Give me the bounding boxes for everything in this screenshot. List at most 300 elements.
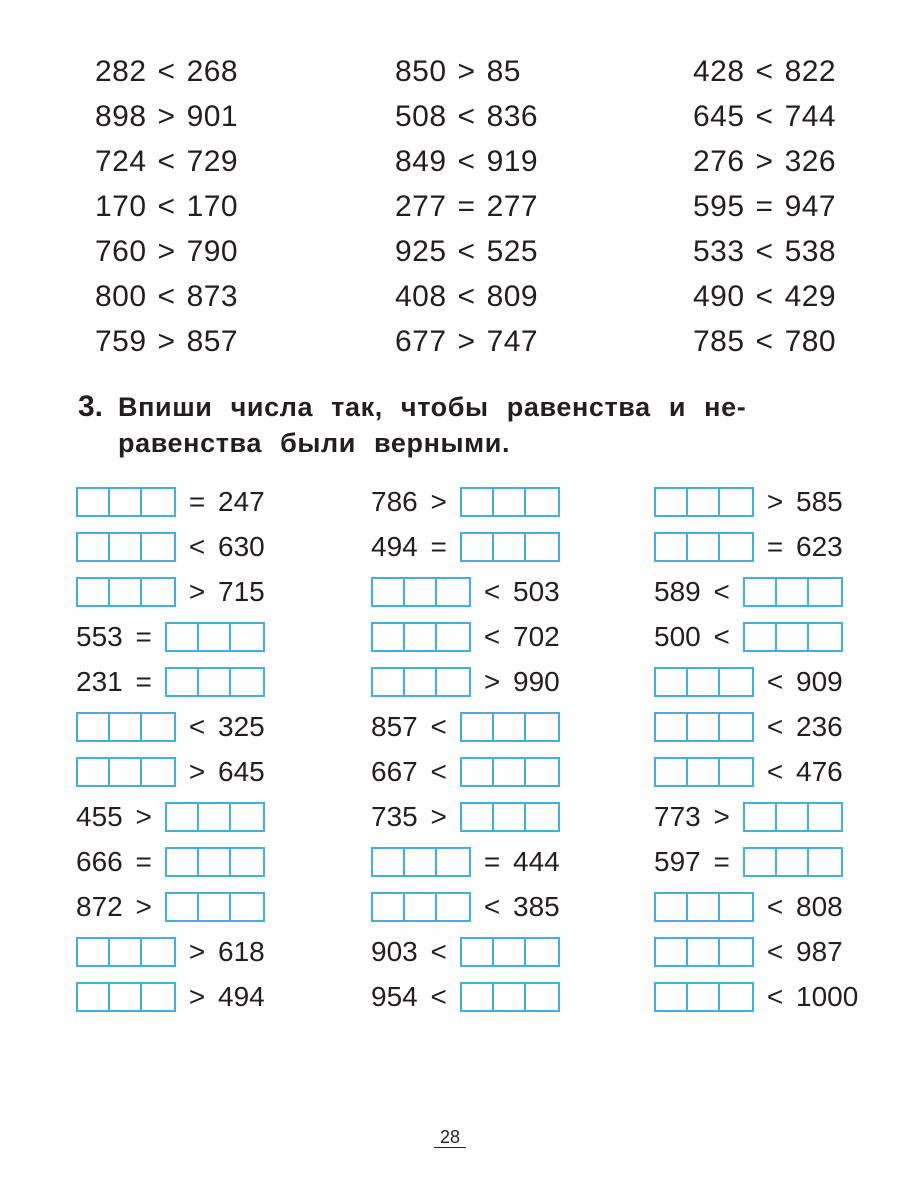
comparison-sign: < [755,325,774,358]
answer-box[interactable] [654,667,754,697]
exercise-item [371,800,560,834]
digit-cell[interactable] [777,624,809,650]
exercise-number: 455 [76,801,123,832]
comparison-number: 850 [395,55,447,88]
digit-cell[interactable] [720,489,752,515]
exercise-sign: < [766,666,784,697]
comparison-row [95,100,875,145]
comparison-number: 747 [486,325,539,358]
digit-cell[interactable] [494,939,526,965]
exercise-number: 872 [76,891,123,922]
comparison-sign: < [755,55,774,88]
exercise-sign: > [188,576,206,607]
digit-cell[interactable] [437,669,469,695]
exercise-row [76,485,886,530]
comparison-item [693,235,836,269]
digit-cell[interactable] [526,939,558,965]
exercise-sign: < [430,981,447,1012]
comparison-number: 408 [395,280,447,313]
answer-box[interactable] [654,532,754,562]
digit-cell[interactable] [745,624,777,650]
exercise-item [371,665,560,699]
digit-cell[interactable] [231,894,263,920]
comparison-item [95,235,238,269]
exercise-sign: > [135,801,152,832]
digit-cell[interactable] [494,489,526,515]
comparison-number: 268 [186,55,239,88]
comparison-number: 326 [784,145,837,178]
exercise-sign: > [188,936,206,967]
answer-box[interactable] [460,532,560,562]
answer-box[interactable] [76,532,176,562]
digit-cell[interactable] [167,804,199,830]
digit-cell[interactable] [110,534,142,560]
digit-cell[interactable] [688,714,720,740]
comparison-item [693,145,836,179]
digit-cell[interactable] [142,579,174,605]
exercise-sign: < [766,756,784,787]
digit-cell[interactable] [110,489,142,515]
exercise-number: 667 [371,756,418,787]
exercise-sign: = [483,846,501,877]
answer-box[interactable] [654,487,754,517]
digit-cell[interactable] [231,669,263,695]
answer-box[interactable] [76,982,176,1012]
answer-box[interactable] [654,712,754,742]
digit-cell[interactable] [78,939,110,965]
comparison-grid [95,55,875,370]
exercise-number: 990 [513,666,560,697]
digit-cell[interactable] [462,534,494,560]
digit-cell[interactable] [405,624,437,650]
digit-cell[interactable] [526,984,558,1010]
comparison-sign: < [157,280,176,313]
exercise-row [76,665,886,710]
digit-cell[interactable] [462,984,494,1010]
answer-box[interactable] [76,757,176,787]
comparison-number: 508 [395,100,447,133]
exercise-item [371,755,560,789]
digit-cell[interactable] [405,894,437,920]
answer-box[interactable] [460,757,560,787]
digit-cell[interactable] [78,489,110,515]
exercise-number: 236 [796,711,843,742]
exercise-sign: = [135,846,152,877]
answer-box[interactable] [371,622,471,652]
comparison-number: 490 [693,280,745,313]
answer-box[interactable] [654,757,754,787]
digit-cell[interactable] [656,894,688,920]
digit-cell[interactable] [656,714,688,740]
comparison-row [95,280,875,325]
digit-cell[interactable] [526,534,558,560]
comparison-row [95,145,875,190]
comparison-sign: < [457,235,476,268]
exercise-item [371,980,560,1014]
digit-cell[interactable] [462,489,494,515]
digit-cell[interactable] [809,624,841,650]
answer-box[interactable] [460,937,560,967]
digit-cell[interactable] [720,669,752,695]
comparison-number: 822 [784,55,837,88]
digit-cell[interactable] [167,624,199,650]
digit-cell[interactable] [405,669,437,695]
exercise-number: 773 [654,801,701,832]
answer-box[interactable] [165,802,265,832]
comparison-number: 729 [186,145,239,178]
exercise-item [654,620,843,654]
digit-cell[interactable] [720,534,752,560]
digit-cell[interactable] [809,849,841,875]
comparison-number: 873 [186,280,239,313]
comparison-number: 277 [486,190,539,223]
exercise-number: 987 [796,936,843,967]
exercise-number: 589 [654,576,701,607]
digit-cell[interactable] [437,579,469,605]
digit-cell[interactable] [777,849,809,875]
exercise-row [76,755,886,800]
comparison-sign: > [157,325,176,358]
digit-cell[interactable] [688,984,720,1010]
exercise-number: 585 [796,486,843,517]
answer-box[interactable] [743,622,843,652]
comparison-item [395,190,538,224]
comparison-sign: > [157,235,176,268]
answer-box[interactable] [371,667,471,697]
comparison-number: 857 [186,325,239,358]
exercise-number: 735 [371,801,418,832]
digit-cell[interactable] [688,759,720,785]
exercise-sign: > [188,981,206,1012]
answer-box[interactable] [460,712,560,742]
exercise-item [76,575,265,609]
digit-cell[interactable] [199,849,231,875]
page-number [0,1127,900,1148]
answer-box[interactable] [165,847,265,877]
exercise-sign: < [188,531,206,562]
digit-cell[interactable] [462,714,494,740]
comparison-number: 785 [693,325,745,358]
comparison-sign: < [157,55,176,88]
digit-cell[interactable] [526,804,558,830]
digit-cell[interactable] [656,669,688,695]
answer-box[interactable] [165,667,265,697]
digit-cell[interactable] [142,759,174,785]
comparison-number: 85 [486,55,521,88]
comparison-number: 533 [693,235,745,268]
digit-cell[interactable] [110,714,142,740]
digit-cell[interactable] [142,714,174,740]
exercise-number: 630 [218,531,265,562]
exercise-number: 715 [218,576,265,607]
exercise-sign: > [430,801,447,832]
digit-cell[interactable] [720,939,752,965]
exercise-number: 247 [218,486,265,517]
exercise-item [654,755,843,789]
exercise-sign: = [188,486,206,517]
exercise-sign: > [135,891,152,922]
digit-cell[interactable] [809,579,841,605]
digit-cell[interactable] [809,804,841,830]
digit-cell[interactable] [110,984,142,1010]
exercise-number: 385 [513,891,560,922]
digit-cell[interactable] [656,759,688,785]
answer-box[interactable] [371,892,471,922]
digit-cell[interactable] [167,669,199,695]
digit-cell[interactable] [656,939,688,965]
exercise-item [76,800,265,834]
comparison-item [693,100,836,134]
comparison-number: 759 [95,325,147,358]
comparison-item [395,235,538,269]
digit-cell[interactable] [745,579,777,605]
answer-box[interactable] [460,802,560,832]
task-instruction-line-2: равенства были верными. [118,428,511,458]
digit-cell[interactable] [231,804,263,830]
digit-cell[interactable] [688,669,720,695]
exercise-item [76,980,265,1014]
exercise-item [654,800,843,834]
digit-cell[interactable] [231,849,263,875]
comparison-number: 525 [486,235,539,268]
comparison-sign: < [157,145,176,178]
comparison-sign: < [157,190,176,223]
digit-cell[interactable] [688,939,720,965]
answer-box[interactable] [76,487,176,517]
digit-cell[interactable] [110,759,142,785]
digit-cell[interactable] [167,849,199,875]
exercise-number: 494 [371,531,418,562]
comparison-sign: = [755,190,774,223]
answer-box[interactable] [743,577,843,607]
digit-cell[interactable] [526,714,558,740]
exercise-sign: > [430,486,447,517]
exercise-row [76,620,886,665]
answer-box[interactable] [743,847,843,877]
exercise-number: 645 [218,756,265,787]
digit-cell[interactable] [720,894,752,920]
digit-cell[interactable] [78,534,110,560]
answer-box[interactable] [165,892,265,922]
exercise-number: 618 [218,936,265,967]
digit-cell[interactable] [688,489,720,515]
exercise-grid [76,485,886,1025]
digit-cell[interactable] [494,714,526,740]
digit-cell[interactable] [373,579,405,605]
exercise-number: 786 [371,486,418,517]
digit-cell[interactable] [720,714,752,740]
digit-cell[interactable] [142,984,174,1010]
exercise-item [76,665,265,699]
exercise-sign: < [713,576,730,607]
comparison-number: 428 [693,55,745,88]
comparison-item [95,190,238,224]
comparison-number: 170 [186,190,239,223]
exercise-sign: < [766,711,784,742]
comparison-item [395,100,538,134]
comparison-row [95,235,875,280]
answer-box[interactable] [460,487,560,517]
digit-cell[interactable] [745,804,777,830]
digit-cell[interactable] [142,939,174,965]
exercise-item [76,710,265,744]
exercise-number: 325 [218,711,265,742]
exercise-number: 231 [76,666,123,697]
comparison-number: 744 [784,100,837,133]
answer-box[interactable] [76,937,176,967]
digit-cell[interactable] [462,804,494,830]
task-number: 3. [78,390,104,423]
digit-cell[interactable] [373,624,405,650]
exercise-number: 1000 [796,981,859,1012]
comparison-number: 925 [395,235,447,268]
exercise-sign: = [430,531,447,562]
comparison-number: 276 [693,145,745,178]
exercise-number: 503 [513,576,560,607]
answer-box[interactable] [165,622,265,652]
answer-box[interactable] [371,847,471,877]
digit-cell[interactable] [199,624,231,650]
digit-cell[interactable] [494,534,526,560]
digit-cell[interactable] [199,669,231,695]
exercise-row [76,980,886,1025]
answer-box[interactable] [76,577,176,607]
exercise-sign: < [483,891,501,922]
comparison-number: 780 [784,325,837,358]
exercise-item [76,755,265,789]
comparison-sign: < [457,280,476,313]
comparison-number: 790 [186,235,239,268]
comparison-number: 800 [95,280,147,313]
comparison-number: 724 [95,145,147,178]
exercise-sign: < [713,621,730,652]
digit-cell[interactable] [526,759,558,785]
comparison-sign: < [457,145,476,178]
digit-cell[interactable] [199,804,231,830]
digit-cell[interactable] [656,984,688,1010]
digit-cell[interactable] [142,489,174,515]
digit-cell[interactable] [720,984,752,1010]
exercise-item [654,485,843,519]
answer-box[interactable] [654,937,754,967]
answer-box[interactable] [743,802,843,832]
digit-cell[interactable] [437,894,469,920]
exercise-item [76,890,265,924]
digit-cell[interactable] [656,534,688,560]
comparison-item [95,145,238,179]
comparison-row [95,190,875,235]
digit-cell[interactable] [437,849,469,875]
digit-cell[interactable] [78,579,110,605]
answer-box[interactable] [654,982,754,1012]
digit-cell[interactable] [142,534,174,560]
comparison-row [95,55,875,100]
digit-cell[interactable] [526,489,558,515]
comparison-item [693,325,836,359]
digit-cell[interactable] [720,759,752,785]
exercise-row [76,935,886,980]
exercise-item [76,485,265,519]
digit-cell[interactable] [110,579,142,605]
digit-cell[interactable] [231,624,263,650]
digit-cell[interactable] [688,534,720,560]
answer-box[interactable] [371,577,471,607]
digit-cell[interactable] [494,759,526,785]
comparison-item [95,280,238,314]
exercise-number: 954 [371,981,418,1012]
digit-cell[interactable] [78,714,110,740]
comparison-number: 919 [486,145,539,178]
comparison-number: 898 [95,100,147,133]
digit-cell[interactable] [78,984,110,1010]
digit-cell[interactable] [462,939,494,965]
digit-cell[interactable] [199,894,231,920]
digit-cell[interactable] [373,849,405,875]
digit-cell[interactable] [373,669,405,695]
digit-cell[interactable] [777,804,809,830]
comparison-number: 429 [784,280,837,313]
comparison-item [693,280,836,314]
exercise-item [371,620,560,654]
exercise-item [76,620,265,654]
comparison-item [95,325,238,359]
digit-cell[interactable] [373,894,405,920]
digit-cell[interactable] [405,849,437,875]
exercise-sign: > [766,486,784,517]
exercise-number: 553 [76,621,123,652]
exercise-sign: < [766,981,784,1012]
exercise-row [76,575,886,620]
digit-cell[interactable] [745,849,777,875]
exercise-sign: = [766,531,784,562]
comparison-number: 282 [95,55,147,88]
exercise-item [654,935,843,969]
digit-cell[interactable] [462,759,494,785]
exercise-item [654,665,843,699]
exercise-sign: < [188,711,206,742]
digit-cell[interactable] [110,939,142,965]
answer-box[interactable] [654,892,754,922]
exercise-sign: > [713,801,730,832]
digit-cell[interactable] [167,894,199,920]
digit-cell[interactable] [777,579,809,605]
comparison-item [95,55,238,89]
exercise-number: 808 [796,891,843,922]
exercise-sign: < [766,936,784,967]
exercise-item [371,710,560,744]
digit-cell[interactable] [494,804,526,830]
digit-cell[interactable] [656,489,688,515]
exercise-number: 494 [218,981,265,1012]
digit-cell[interactable] [688,894,720,920]
exercise-item [76,935,265,969]
exercise-item [371,575,560,609]
exercise-item [76,530,265,564]
exercise-number: 903 [371,936,418,967]
digit-cell[interactable] [437,624,469,650]
answer-box[interactable] [76,712,176,742]
exercise-item [654,530,843,564]
exercise-sign: = [713,846,730,877]
answer-box[interactable] [460,982,560,1012]
comparison-sign: < [755,100,774,133]
digit-cell[interactable] [405,579,437,605]
comparison-row [95,325,875,370]
exercise-item [654,710,843,744]
digit-cell[interactable] [494,984,526,1010]
comparison-sign: < [755,235,774,268]
digit-cell[interactable] [78,759,110,785]
